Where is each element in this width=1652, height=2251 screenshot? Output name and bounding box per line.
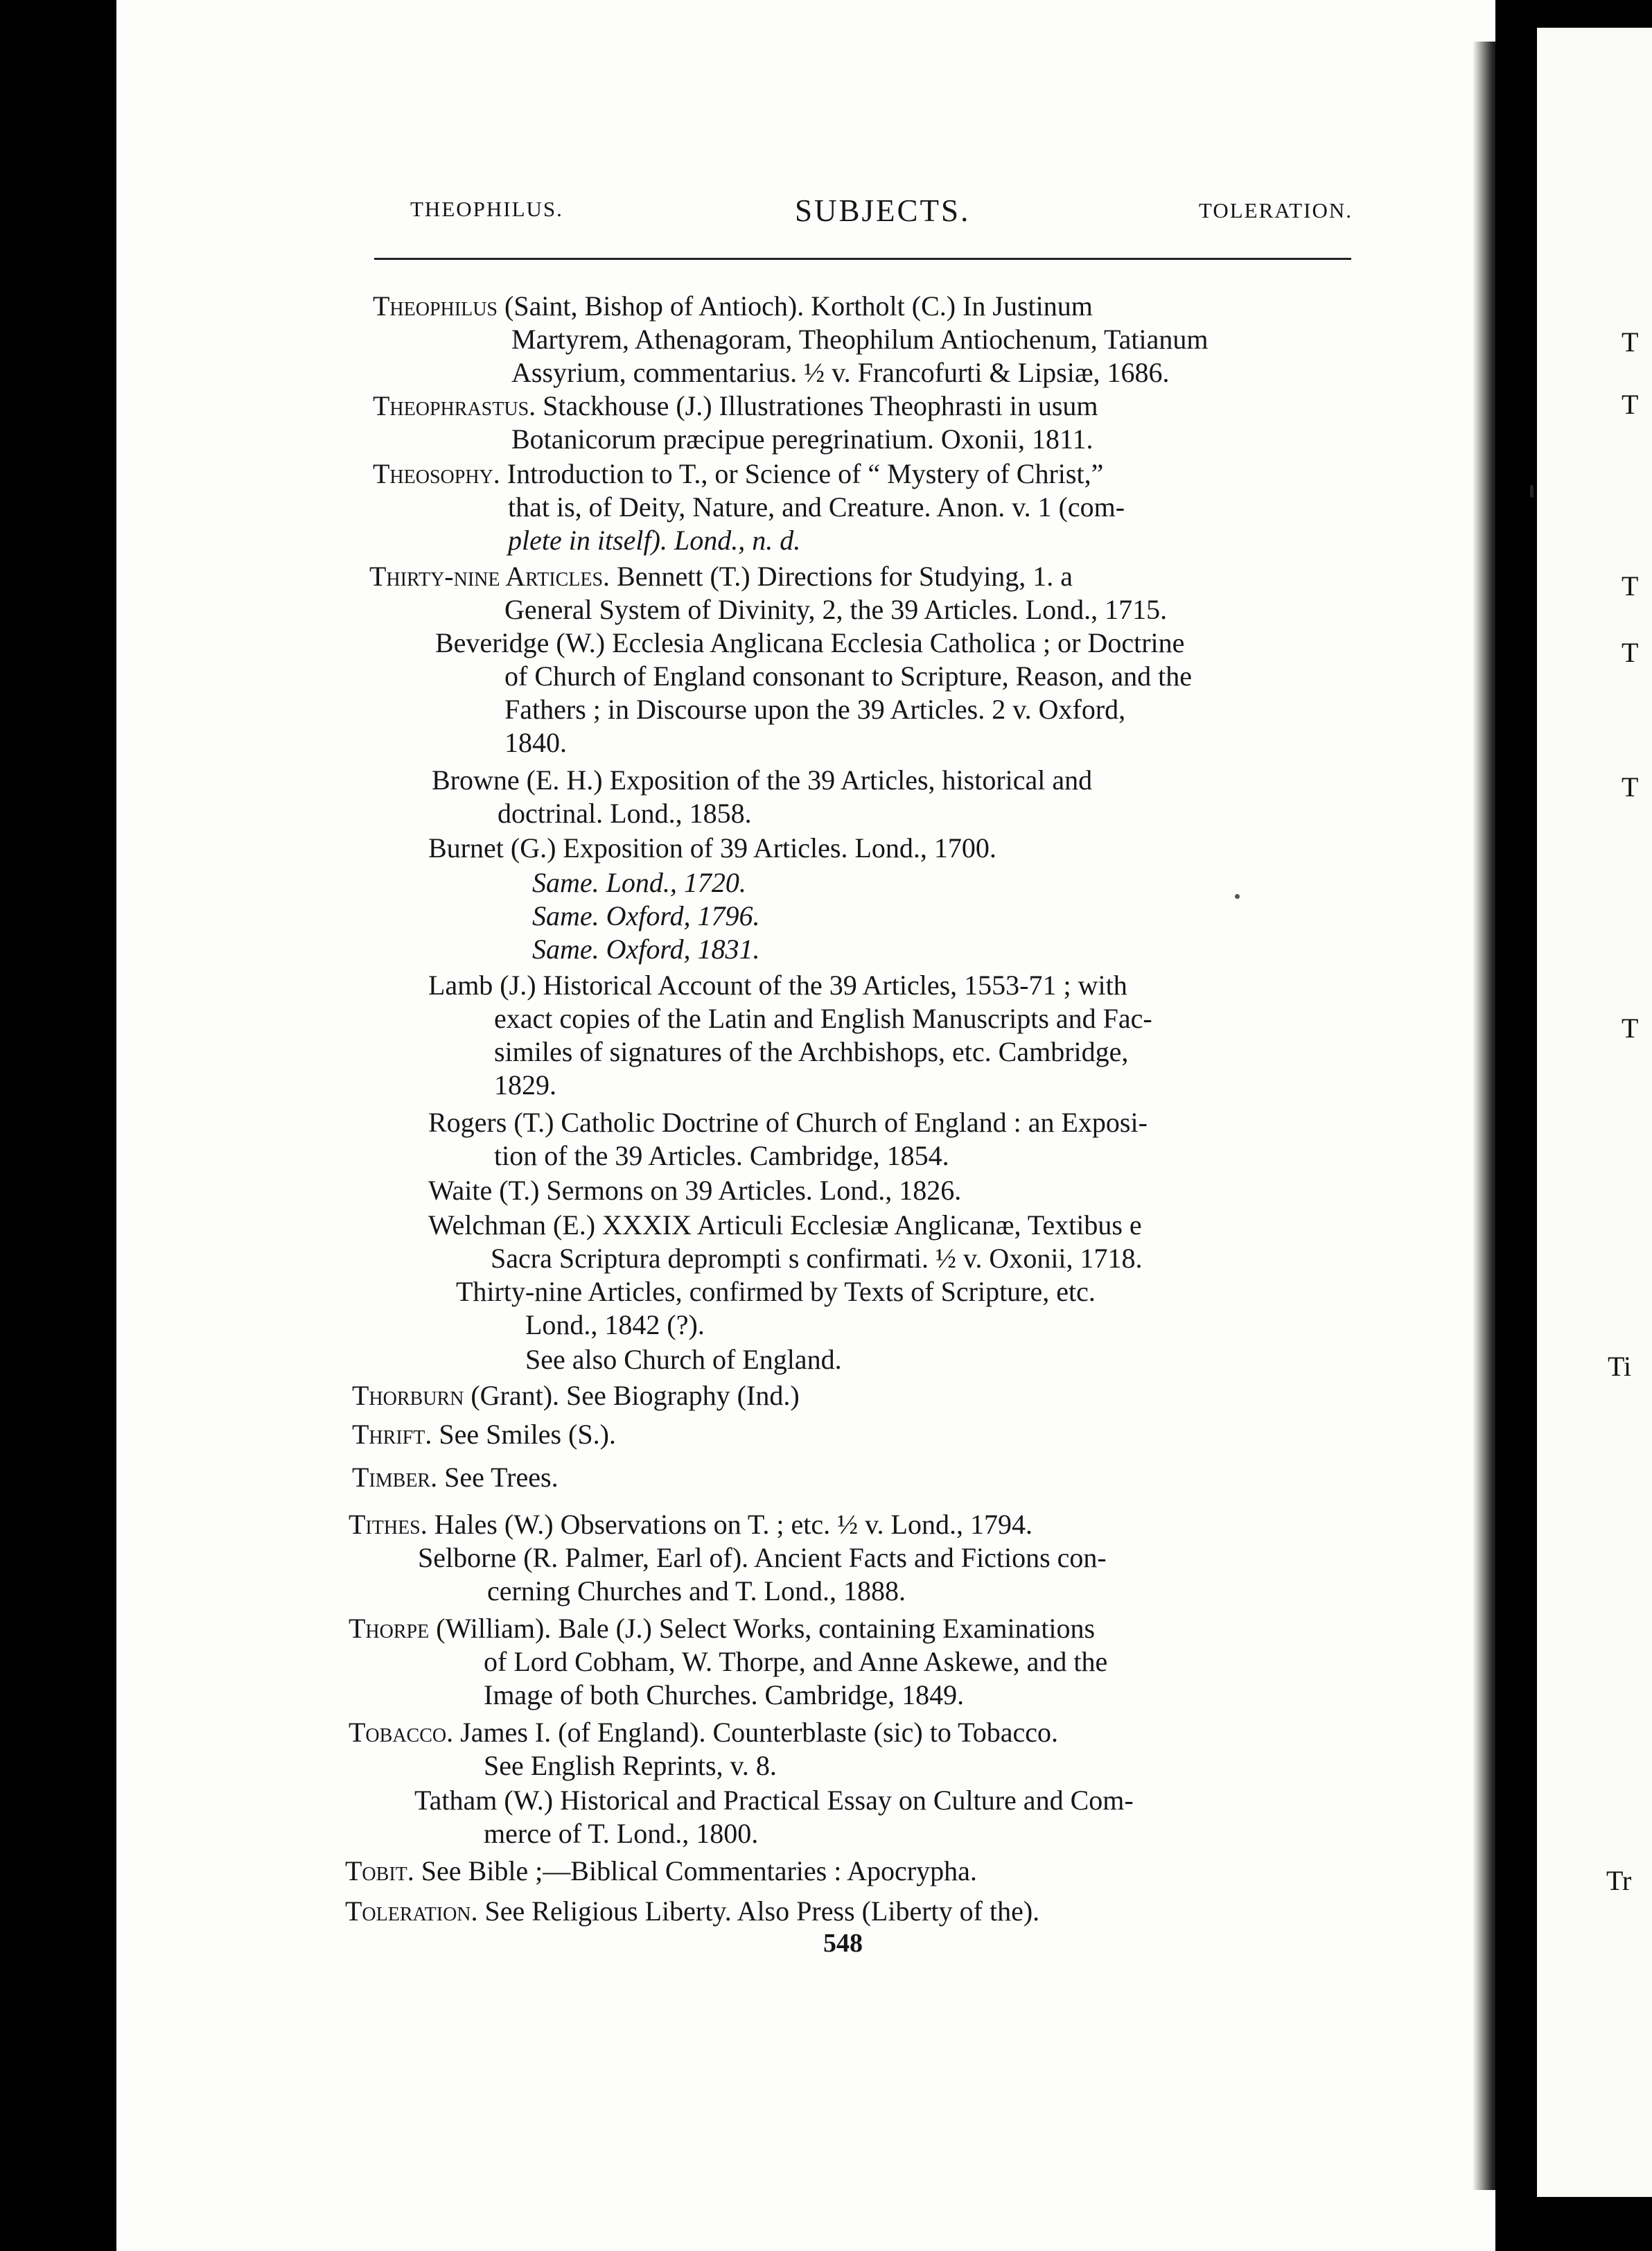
scan-speck [1235, 894, 1240, 899]
entry-line: Rogers (T.) Catholic Doctrine of Church of England : an Exposi- [428, 1107, 1148, 1138]
entry-line: of Church of England consonant to Scripture, Reason, and the [504, 660, 1192, 692]
entry-line: exact copies of the Latin and English Manuscripts and Fac- [494, 1003, 1152, 1034]
entry-line: Same. Lond., 1720. [532, 867, 746, 898]
facing-page-letter: Ti [1608, 1351, 1632, 1382]
facing-page-letter: T [1622, 326, 1639, 358]
entry-line: doctrinal. Lond., 1858. [498, 798, 752, 829]
scan-speck [1530, 485, 1534, 498]
entry-line: that is, of Deity, Nature, and Creature. Anon. v. 1 (com- [508, 491, 1125, 523]
entry-line: cerning Churches and T. Lond., 1888. [487, 1575, 906, 1606]
running-head-center: SUBJECTS. [795, 193, 971, 228]
entry-line: Welchman (E.) XXXIX Articuli Ecclesiæ Anglicanæ, Textibus e [428, 1209, 1142, 1241]
entry-line: Timber. See Trees. [352, 1462, 559, 1493]
entry-line: Sacra Scriptura deprompti s confirmati. ½ v. Oxonii, 1718. [491, 1243, 1143, 1274]
entry-line: General System of Divinity, 2, the 39 Articles. Lond., 1715. [504, 594, 1168, 625]
entry-line: plete in itself). Lond., n. d. [508, 525, 801, 556]
entry-line: Thirty-nine Articles. Bennett (T.) Directions for Studying, 1. a [369, 561, 1073, 592]
entry-line: of Lord Cobham, W. Thorpe, and Anne Askewe, and the [484, 1646, 1108, 1677]
running-head-left: THEOPHILUS. [410, 197, 563, 221]
entry-line: Image of both Churches. Cambridge, 1849. [484, 1679, 965, 1710]
entry-line: Theophrastus. Stackhouse (J.) Illustrationes Theophrasti in usum [373, 390, 1098, 421]
entry-line: Burnet (G.) Exposition of 39 Articles. Lond., 1700. [428, 832, 996, 864]
entry-line: Theophilus (Saint, Bishop of Antioch). Kortholt (C.) In Justinum [373, 290, 1093, 322]
facing-page-letter: Tr [1606, 1865, 1632, 1896]
entry-line: Tobacco. James I. (of England). Counterblaste (sic) to Tobacco. [349, 1717, 1058, 1748]
entry-line: See English Reprints, v. 8. [484, 1750, 777, 1781]
entry-line: Same. Oxford, 1796. [532, 900, 760, 931]
entry-line: Tobit. See Bible ;—Biblical Commentaries : Apocrypha. [345, 1855, 977, 1886]
header-rule [374, 258, 1351, 260]
entry-line: 1829. [494, 1069, 556, 1101]
entry-line: merce of T. Lond., 1800. [484, 1818, 759, 1849]
facing-page-letter: T [1622, 389, 1639, 420]
facing-page-letter: T [1622, 1013, 1639, 1044]
entry-line: Browne (E. H.) Exposition of the 39 Articles, historical and [432, 764, 1093, 796]
entry-line: Tithes. Hales (W.) Observations on T. ; etc. ½ v. Lond., 1794. [349, 1509, 1032, 1540]
entry-line: Thirty-nine Articles, confirmed by Texts of Scripture, etc. [456, 1276, 1096, 1307]
facing-page-letter: T [1622, 637, 1639, 668]
entry-line: Waite (T.) Sermons on 39 Articles. Lond., 1826. [428, 1175, 962, 1206]
page-number: 548 [823, 1929, 863, 1958]
facing-page-letter: T [1622, 570, 1639, 602]
running-head [410, 193, 1353, 241]
entry-line: tion of the 39 Articles. Cambridge, 1854. [494, 1140, 949, 1171]
entry-line: Thrift. See Smiles (S.). [352, 1419, 616, 1450]
facing-page-letter: T [1622, 771, 1639, 803]
entry-line: Selborne (R. Palmer, Earl of). Ancient Facts and Fictions con- [418, 1542, 1107, 1573]
entry-line: Theosophy. Introduction to T., or Science of “ Mystery of Christ,” [373, 458, 1104, 489]
entry-line: Toleration. See Religious Liberty. Also Press (Liberty of the). [345, 1895, 1040, 1927]
entry-line: Thorburn (Grant). See Biography (Ind.) [352, 1380, 800, 1411]
entry-line: Lond., 1842 (?). [525, 1309, 705, 1340]
entry-line: Tatham (W.) Historical and Practical Essay on Culture and Com- [414, 1785, 1134, 1816]
entry-line: Botanicorum præcipue peregrinatium. Oxonii, 1811. [511, 423, 1093, 455]
entry-line: Fathers ; in Discourse upon the 39 Articles. 2 v. Oxford, [504, 694, 1126, 725]
entry-line: Beveridge (W.) Ecclesia Anglicana Ecclesia Catholica ; or Doctrine [435, 627, 1185, 658]
entry-line: 1840. [504, 727, 567, 758]
entry-line: similes of signatures of the Archbishops, etc. Cambridge, [494, 1036, 1129, 1067]
entry-line: Lamb (J.) Historical Account of the 39 Articles, 1553-71 ; with [428, 970, 1127, 1001]
entry-line: Thorpe (William). Bale (J.) Select Works, containing Examinations [349, 1613, 1096, 1644]
entry-line: See also Church of England. [525, 1344, 842, 1375]
entry-line: Same. Oxford, 1831. [532, 934, 760, 965]
entry-line: Assyrium, commentarius. ½ v. Francofurti & Lipsiæ, 1686. [511, 357, 1170, 388]
scan-left-edge [0, 0, 118, 2251]
entry-line: Martyrem, Athenagoram, Theophilum Antiochenum, Tatianum [511, 324, 1209, 355]
running-head-right: TOLERATION. [1198, 198, 1353, 222]
